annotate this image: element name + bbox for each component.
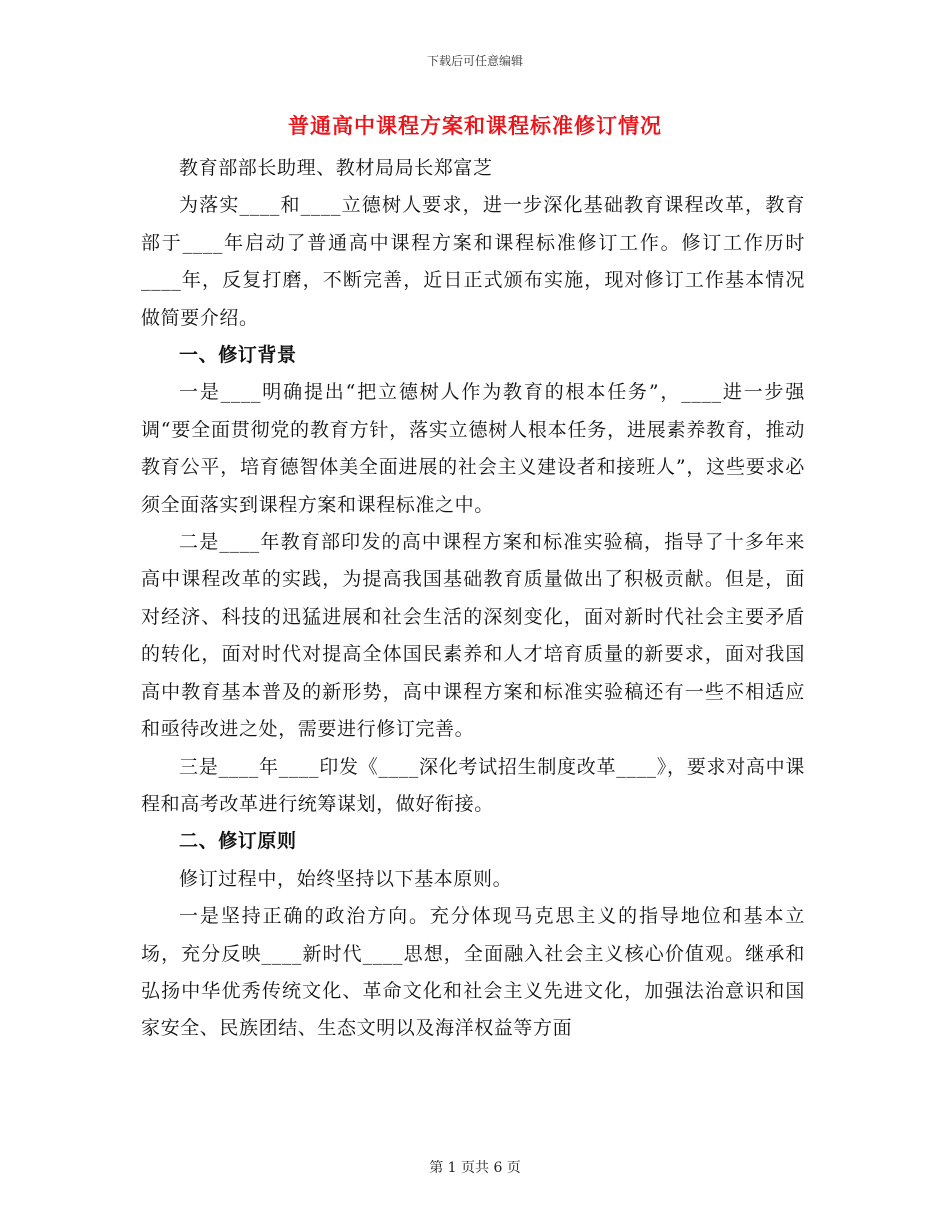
background-point-1: 一是____明确提出“把立德树人作为教育的根本任务”，____进一步强调“要全面贯彻党的教育方针，落实立德树人根本任务，进展素养教育，推动教育公平，培育德智体美全面进展的社会主义建设者和接班人”，这些要求必须全面落实到课程方案和课程标准之中。 [141, 381, 805, 516]
author-line: 教育部部长助理、教材局局长郑富芝 [179, 157, 493, 179]
section-heading-principles: 二、修订原则 [179, 830, 297, 853]
background-point-2: 二是____年教育部印发的高中课程方案和标准实验稿，指导了十多年来高中课程改革的实践，为提高我国基础教育质量做出了积极贡献。但是，面对经济、科技的迅猛进展和社会生活的深刻变化，面对新时代社会主要矛盾的转化，面对时代对提高全体国民素养和人才培育质量的新要求，面对我国高中教育基本普及的新形势，高中课程方案和标准实验稿还有一些不相适应和亟待改进之处，需要进行修订完善。 [141, 531, 805, 741]
principle-1: 一是坚持正确的政治方向。充分体现马克思主义的指导地位和基本立场，充分反映____新时代____思想，全面融入社会主义核心价值观。继承和弘扬中华优秀传统文化、革命文化和社会主义先进文化，加强法治意识和国家安全、民族团结、生态文明以及海洋权益等方面 [141, 905, 805, 1040]
section-heading-background: 一、修订背景 [179, 344, 297, 367]
principles-intro: 修订过程中，始终坚持以下基本原则。 [179, 867, 513, 890]
document-body [141, 150, 805, 1048]
intro-paragraph: 为落实____和____立德树人要求，进一步深化基础教育课程改革，教育部于____年启动了普通高中课程方案和课程标准修订工作。修订工作历时____年，反复打磨，不断完善，近日正式颁布实施，现对修订工作基本情况做简要介绍。 [141, 194, 805, 329]
page-header: 下载后可任意编辑 [426, 54, 523, 68]
background-point-3: 三是____年____印发《____深化考试招生制度改革____》，要求对高中课程和高考改革进行统筹谋划，做好衔接。 [141, 755, 805, 815]
page-number: 第 1 页共 6 页 [429, 1160, 521, 1176]
document-title: 普通高中课程方案和课程标准修订情况 [288, 113, 662, 138]
